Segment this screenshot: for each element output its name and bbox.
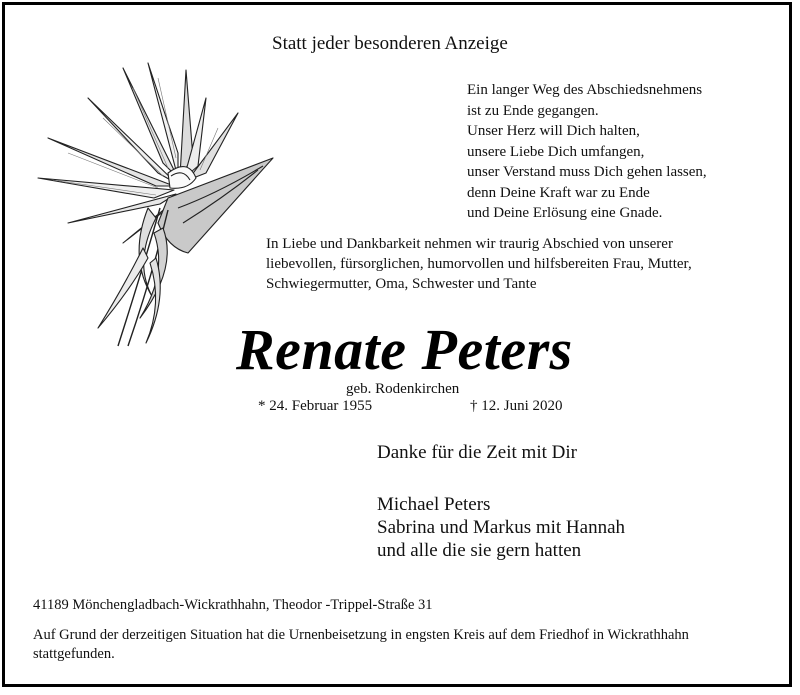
- intro-line: Schwiegermutter, Oma, Schwester und Tante: [266, 276, 537, 292]
- intro-line: liebevollen, fürsorglichen, humorvollen und hilfsbereiten Frau, Mutter,: [266, 256, 692, 272]
- deceased-name: Renate Peters: [236, 317, 573, 382]
- poem-line: Unser Herz will Dich halten,: [467, 123, 640, 139]
- intro-line: In Liebe und Dankbarkeit nehmen wir traurig Abschied von unserer: [266, 236, 673, 252]
- notice-heading: Statt jeder besonderen Anzeige: [272, 33, 508, 54]
- burial-note: Auf Grund der derzeitigen Situation hat die Urnenbeisetzung in engsten Kreis auf dem Friedhof in Wickrathhahn stattgefunden.: [33, 627, 689, 662]
- mourner: Sabrina und Markus mit Hannah: [377, 517, 626, 538]
- thanks-line: Danke für die Zeit mit Dir: [377, 442, 577, 463]
- mourner: und alle die sie gern hatten: [377, 540, 582, 561]
- poem-line: Ein langer Weg des Abschiedsnehmens: [467, 82, 703, 98]
- address: 41189 Mönchengladbach-Wickrathhahn, Theodor -Trippel-Straße 31: [33, 597, 433, 613]
- mourners-list: [377, 493, 625, 562]
- poem: [467, 80, 707, 224]
- poem-line: denn Deine Kraft war zu Ende: [467, 184, 650, 201]
- death-date: † 12. Juni 2020: [470, 398, 563, 414]
- intro-text: [266, 234, 692, 294]
- birth-date: * 24. Februar 1955: [258, 398, 373, 414]
- bird-of-paradise-flower-illustration: [28, 58, 278, 348]
- poem-line: unsere Liebe Dich umfangen,: [467, 143, 645, 160]
- mourner: Michael Peters: [377, 494, 491, 515]
- poem-line: und Deine Erlösung eine Gnade.: [467, 205, 663, 221]
- poem-line: unser Verstand muss Dich gehen lassen,: [467, 164, 707, 180]
- poem-line: ist zu Ende gegangen.: [467, 102, 599, 119]
- birth-name: geb. Rodenkirchen: [346, 381, 460, 397]
